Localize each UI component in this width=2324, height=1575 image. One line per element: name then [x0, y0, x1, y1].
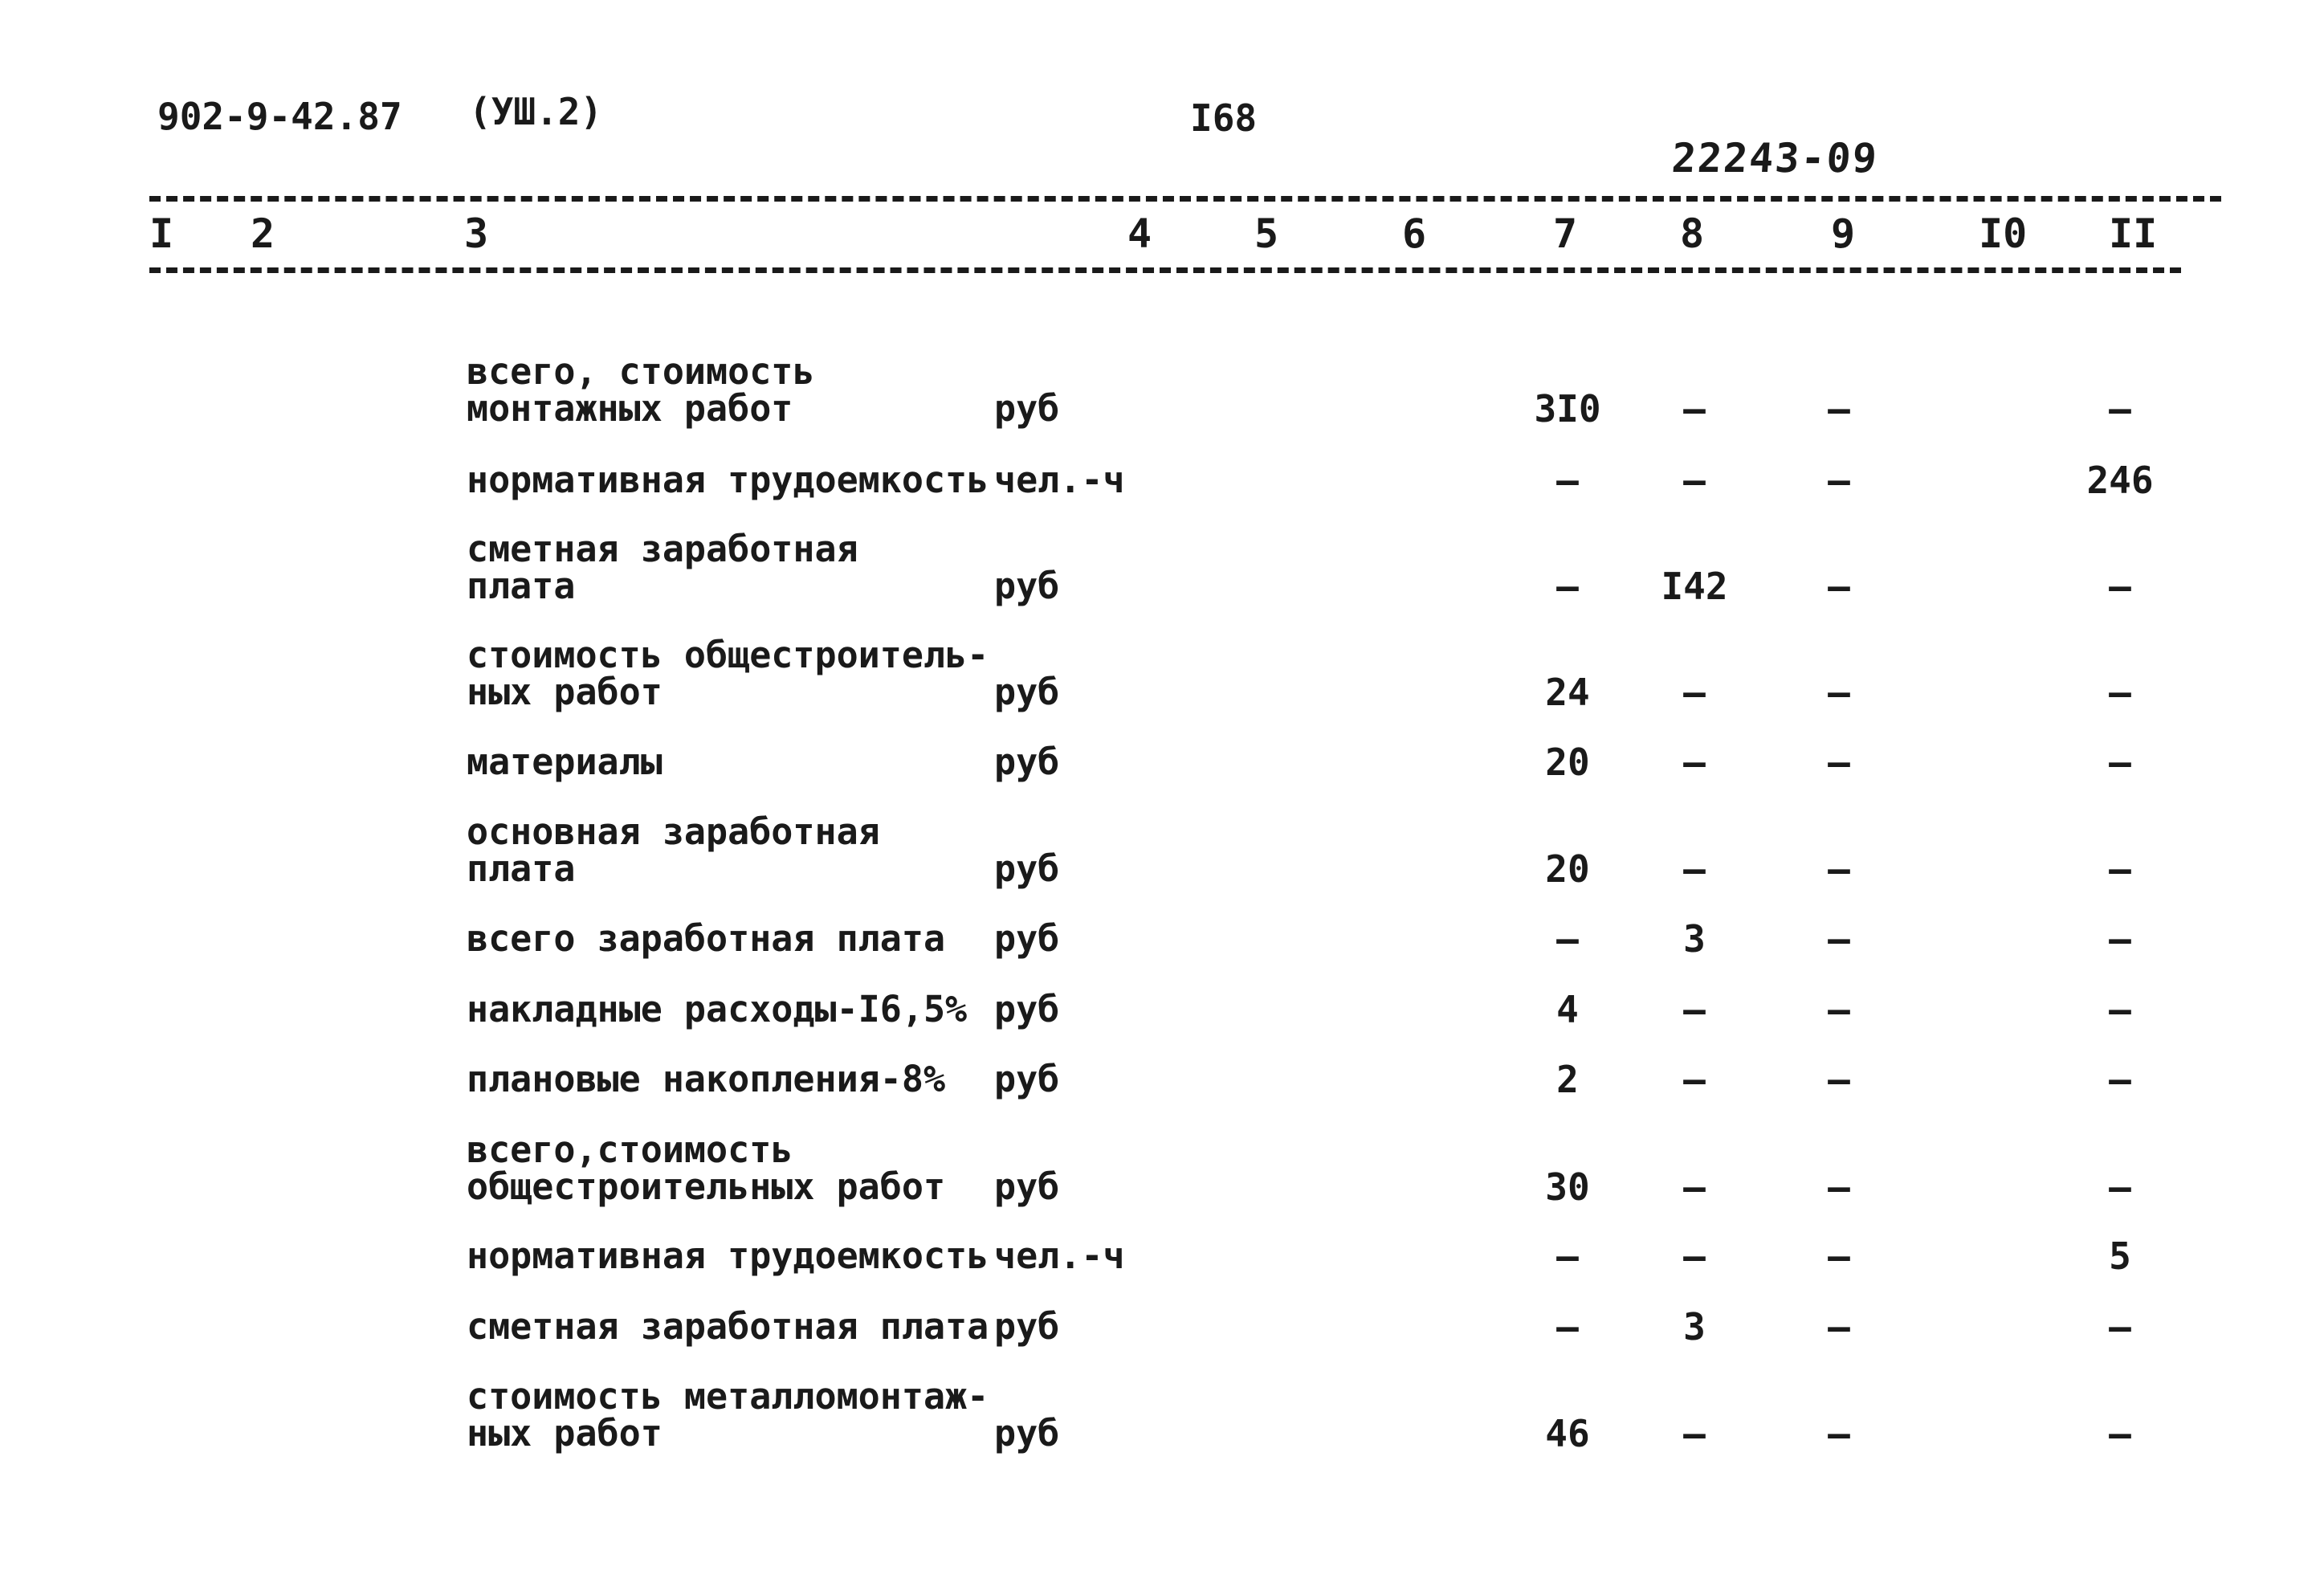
column-number: I [149, 210, 174, 257]
table-row [0, 634, 2324, 714]
value-col7: – [1556, 917, 1579, 961]
bottom-dashed-rule [149, 267, 2181, 273]
document-code: 902-9-42.87 [157, 95, 402, 138]
row-unit: руб [994, 1165, 1060, 1208]
value-col11: – [2109, 917, 2131, 961]
row-unit: руб [994, 387, 1060, 430]
row-unit: руб [994, 847, 1060, 890]
value-col7: 24 [1545, 671, 1590, 714]
row-label: сметная заработная плата [467, 528, 858, 607]
value-col9: – [1828, 1234, 1850, 1278]
value-col11: – [2109, 671, 2131, 714]
table-row [0, 528, 2324, 608]
row-label: накладные расходы-I6,5% [467, 988, 968, 1030]
value-col11: – [2109, 387, 2131, 430]
row-unit: руб [994, 671, 1060, 713]
value-col7: 4 [1556, 988, 1579, 1031]
value-col7: – [1556, 1305, 1579, 1349]
value-col9: – [1828, 1165, 1850, 1209]
row-unit: руб [994, 1305, 1060, 1348]
column-number: 4 [1127, 210, 1152, 257]
row-label: материалы [467, 741, 663, 783]
value-col11: – [2109, 1165, 2131, 1209]
table-row [0, 1375, 2324, 1455]
value-col9: – [1828, 1058, 1850, 1101]
value-col11: – [2109, 1058, 2131, 1101]
value-col7: – [1556, 1234, 1579, 1278]
row-label: стоимость металломонтаж- ных работ [467, 1375, 989, 1455]
value-col8: – [1683, 1412, 1706, 1455]
value-col9: – [1828, 917, 1850, 961]
column-number: 5 [1254, 210, 1279, 257]
row-label: нормативная трудоемкость [467, 1234, 989, 1277]
row-unit: руб [994, 988, 1060, 1030]
value-col8: 3 [1683, 917, 1706, 961]
value-col7: 20 [1545, 741, 1590, 784]
table-row [0, 1305, 2324, 1349]
value-col8: 3 [1683, 1305, 1706, 1349]
column-number: 2 [251, 210, 275, 257]
value-col7: 46 [1545, 1412, 1590, 1455]
value-col8: I42 [1661, 565, 1728, 608]
page-number: I68 [1190, 96, 1258, 140]
row-label: сметная заработная плата [467, 1305, 989, 1348]
row-label: стоимость общестроитель- ных работ [467, 634, 989, 713]
value-col7: – [1556, 459, 1579, 502]
row-unit: чел.-ч [994, 1234, 1125, 1277]
value-col8: – [1683, 741, 1706, 784]
value-col7: 3I0 [1534, 387, 1601, 430]
row-label: всего заработная плата [467, 917, 946, 960]
value-col9: – [1828, 565, 1850, 608]
row-label: всего,стоимость общестроительных работ [467, 1128, 946, 1208]
value-col8: – [1683, 671, 1706, 714]
value-col11: – [2109, 741, 2131, 784]
value-col8: – [1683, 847, 1706, 891]
value-col9: – [1828, 847, 1850, 891]
value-col7: 30 [1545, 1165, 1590, 1209]
value-col7: 20 [1545, 847, 1590, 891]
value-col9: – [1828, 1305, 1850, 1349]
value-col7: – [1556, 565, 1579, 608]
value-col9: – [1828, 671, 1850, 714]
row-unit: руб [994, 741, 1060, 783]
table-row [0, 988, 2324, 1031]
value-col11: – [2109, 1412, 2131, 1455]
value-col8: – [1683, 988, 1706, 1031]
row-unit: руб [994, 1412, 1060, 1455]
value-col9: – [1828, 741, 1850, 784]
value-col9: – [1828, 387, 1850, 430]
column-number: 3 [464, 210, 489, 257]
row-label: всего, стоимость монтажных работ [467, 350, 815, 430]
column-number: I0 [1979, 210, 2028, 257]
stamp-number: 22243-09 [1670, 135, 1880, 182]
section-label: (УШ.2) [469, 90, 603, 133]
value-col11: – [2109, 847, 2131, 891]
column-number: 6 [1402, 210, 1427, 257]
value-col8: – [1683, 459, 1706, 502]
row-unit: руб [994, 1058, 1060, 1100]
value-col11: – [2109, 565, 2131, 608]
table-row [0, 350, 2324, 430]
row-unit: чел.-ч [994, 459, 1125, 501]
value-col8: – [1683, 1234, 1706, 1278]
value-col9: – [1828, 1412, 1850, 1455]
column-number: 8 [1680, 210, 1705, 257]
value-col8: – [1683, 1058, 1706, 1101]
column-number: 9 [1831, 210, 1856, 257]
value-col11: 5 [2109, 1234, 2131, 1278]
value-col8: – [1683, 1165, 1706, 1209]
table-row [0, 1058, 2324, 1101]
column-number: II [2109, 210, 2158, 257]
top-dashed-rule [149, 196, 2221, 202]
value-col8: – [1683, 387, 1706, 430]
column-number: 7 [1553, 210, 1578, 257]
row-label: плановые накопления-8% [467, 1058, 946, 1100]
value-col9: – [1828, 988, 1850, 1031]
row-label: основная заработная плата [467, 810, 880, 890]
value-col9: – [1828, 459, 1850, 502]
value-col11: 246 [2086, 459, 2154, 502]
value-col11: – [2109, 1305, 2131, 1349]
row-label: нормативная трудоемкость [467, 459, 989, 501]
table-row [0, 741, 2324, 784]
row-unit: руб [994, 565, 1060, 607]
value-col11: – [2109, 988, 2131, 1031]
row-unit: руб [994, 917, 1060, 960]
table-row [0, 459, 2324, 502]
value-col7: 2 [1556, 1058, 1579, 1101]
table-row [0, 917, 2324, 961]
